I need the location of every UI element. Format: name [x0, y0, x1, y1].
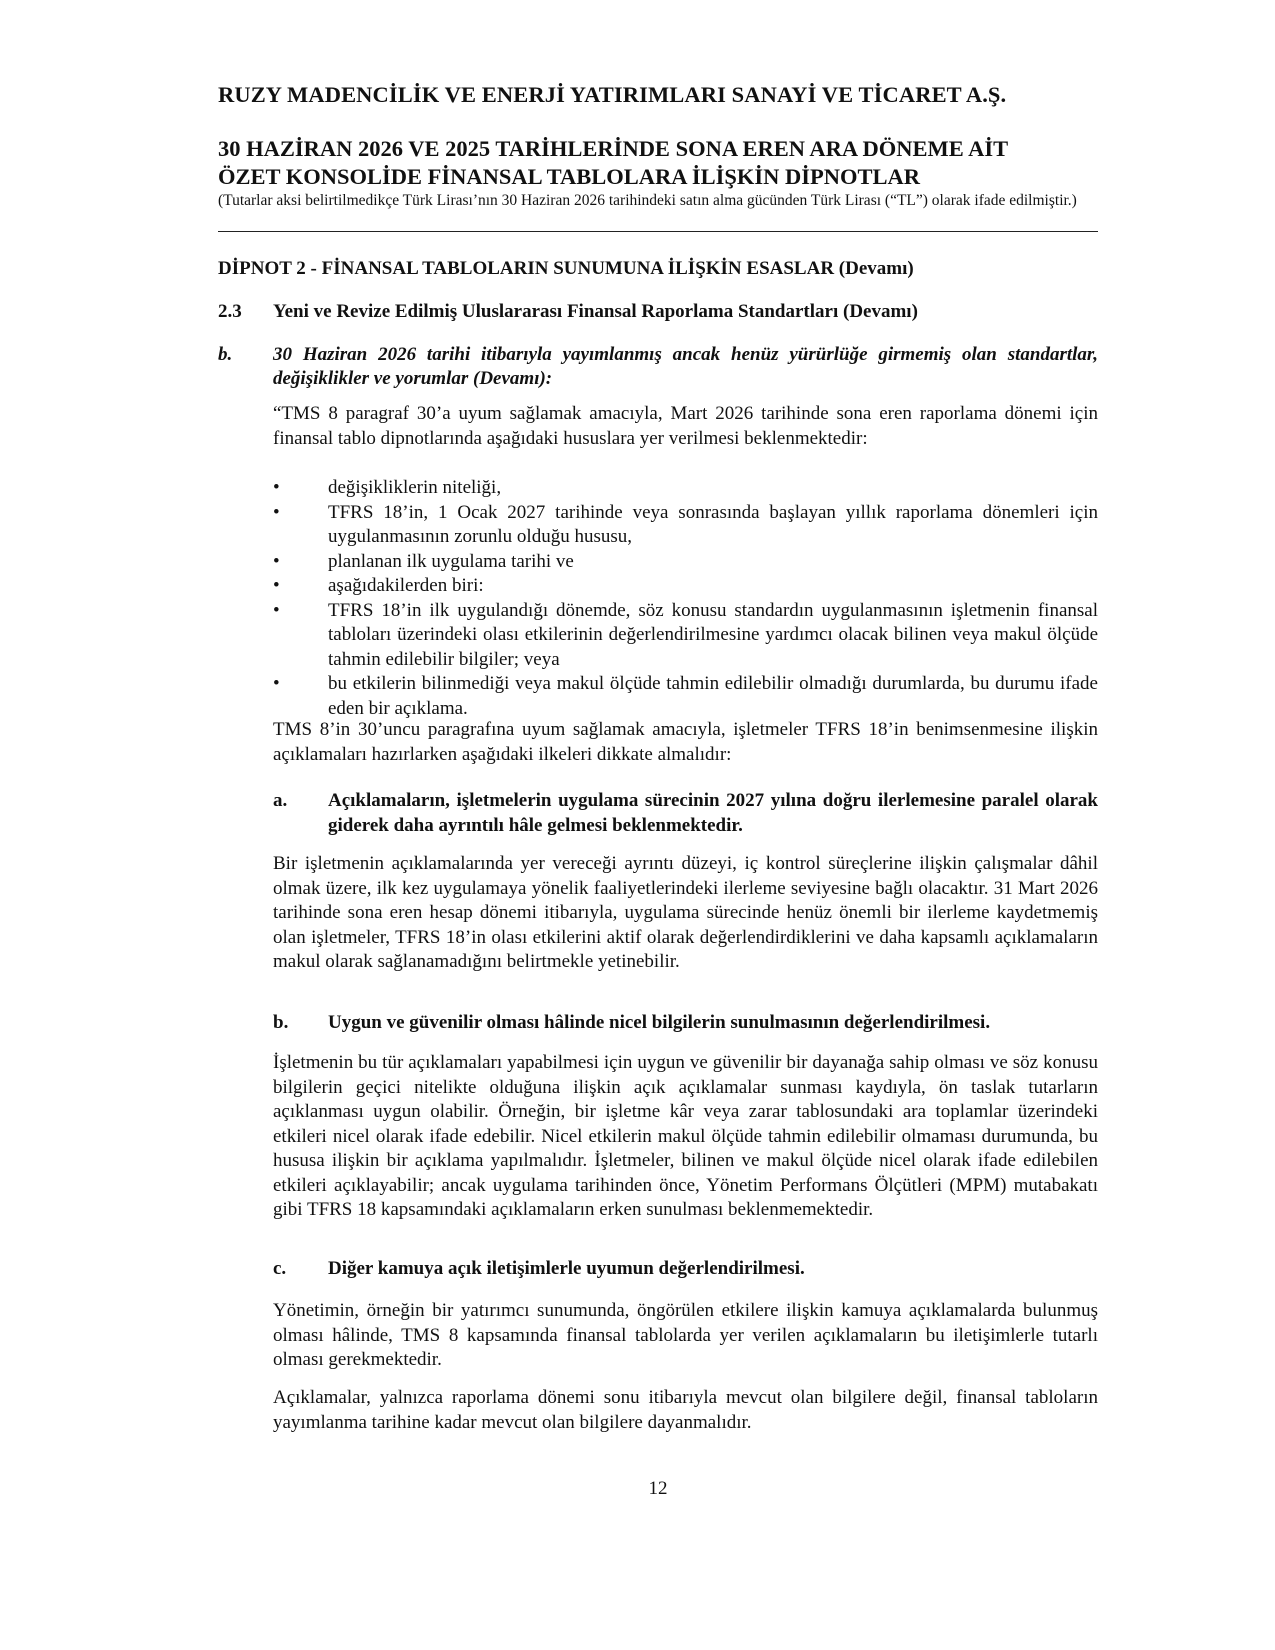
report-title-line2: ÖZET KONSOLİDE FİNANSAL TABLOLARA İLİŞKİN DİPNOTLAR — [218, 164, 921, 189]
intro-paragraph: “TMS 8 paragraf 30’a uyum sağlamak amacıyla, Mart 2026 tarihinde sona eren raporlama dönemi için finansal tablo dipnotlarında aşağıdaki hususlara yer verilmesi beklenmektedir: — [273, 403, 1098, 449]
bullet-icon: • — [273, 550, 280, 572]
company-name: RUZY MADENCİLİK VE ENERJİ YATIRIMLARI SANAYİ VE TİCARET A.Ş. — [218, 82, 1007, 107]
bullet-icon: • — [273, 599, 280, 621]
header-divider — [218, 231, 1098, 232]
item-c-paragraph: Yönetimin, örneğin bir yatırımcı sunumunda, öngörülen etkilere ilişkin kamuya açıklamalarda bulunmuş olması hâlinde, TMS 8 kapsamında finansal tablolarda yer verilen açıklamaların bu iletişimlerle tutarlı olması gerekmektedir. — [273, 1300, 1098, 1370]
subsection-b-label: b. — [218, 344, 233, 365]
report-title-line1: 30 HAZİRAN 2026 VE 2025 TARİHLERİNDE SONA EREN ARA DÖNEME AİT — [218, 136, 1009, 161]
principles-intro-paragraph: TMS 8’in 30’uncu paragrafına uyum sağlamak amacıyla, işletmeler TFRS 18’in benimsenmesine ilişkin açıklamaları hazırlarken aşağıdaki ilkeleri dikkate almalıdır: — [273, 719, 1098, 765]
requirements-list — [273, 476, 1098, 721]
item-c-heading — [273, 1257, 1098, 1282]
item-a-label: a. — [273, 790, 288, 811]
bullet-icon: • — [273, 477, 280, 498]
list-item: • aşağıdakilerden biri: — [273, 574, 1098, 599]
item-c-title: Diğer kamuya açık iletişimlerle uyumun değerlendirilmesi. — [328, 1258, 805, 1279]
item-b-paragraph: İşletmenin bu tür açıklamaları yapabilmesi için uygun ve güvenilir bir dayanağa sahip olması ve söz konusu bilgilerin geçici nitelikte olduğuna ilişkin açık açıklamalar sunması kaydıyla, ön taslak tutarların açıklanması uygun olabilir. Örneğin, bir işletme kâr veya zarar tablosundaki ara toplamlar üzerindeki etkileri nicel olarak ifade edebilir. Nicel etkilerin makul ölçüde tahmin edilebilir olmaması durumunda, bu hususa ilişkin bir açıklama yapılmalıdır. İşletmeler, bilinen ve makul ölçüde nicel olarak ifade edilebilen etkileri açıklayabilir; ancak uygulama tarihinden önce, Yönetim Performans Ölçütleri (MPM) mutabakatı gibi TFRS 18 kapsamındaki açıklamaların erken sunulması beklenmemektedir. — [273, 1052, 1098, 1220]
bullet-icon: • — [273, 673, 280, 694]
list-item: • bu etkilerin bilinmediği veya makul ölçüde tahmin edilebilir olmadığı durumlarda, bu durumu ifade eden bir açıklama. — [273, 673, 1098, 719]
item-b-heading — [273, 1011, 1098, 1036]
bullet-icon: • — [273, 501, 280, 523]
list-item: • değişikliklerin niteliği, — [273, 476, 1098, 501]
subsection-title: Yeni ve Revize Edilmiş Uluslararası Finansal Raporlama Standartları (Devamı) — [273, 301, 918, 322]
item-b-title: Uygun ve güvenilir olması hâlinde nicel bilgilerin sunulmasının değerlendirilmesi. — [328, 1012, 991, 1033]
list-item: • planlanan ilk uygulama tarihi ve — [273, 550, 1098, 575]
subsection-b-heading — [218, 343, 1098, 391]
bullet-icon: • — [273, 575, 280, 596]
item-a-title: Açıklamaların, işletmelerin uygulama sürecinin 2027 yılına doğru ilerlemesine paralel olarak giderek daha ayrıntılı hâle gelmesi beklenmektedir. — [328, 790, 1098, 836]
item-a-paragraph: Bir işletmenin açıklamalarında yer vereceği ayrıntı düzeyi, iç kontrol süreçlerine ilişkin çalışmalar dâhil olmak üzere, ilk kez uygulamaya yönelik faaliyetlerindeki ilerleme seviyesine bağlı olacaktır. 31 Mart 2026 tarihinde sona eren hesap dönemi itibarıyla, uygulama sürecinde henüz önemli bir ilerleme kaydetmemiş olan işletmeler, TFRS 18’in olası etkilerini aktif olarak değerlendirdiklerini ve daha kapsamlı açıklamaların makul olarak sağlanamadığını belirtmekle yetinebilir. — [273, 853, 1098, 972]
section-heading: DİPNOT 2 - FİNANSAL TABLOLARIN SUNUMUNA İLİŞKİN ESASLAR (Devamı) — [218, 258, 914, 279]
list-item: • TFRS 18’in ilk uygulandığı dönemde, söz konusu standardın uygulanmasının işletmenin finansal tabloları üzerindeki olası etkilerinin değerlendirilmesine yardımcı olacak bilinen veya makul ölçüde tahmin edilebilir bilgiler; veya — [273, 599, 1098, 670]
item-b-label: b. — [273, 1012, 289, 1033]
currency-note: (Tutarlar aksi belirtilmedikçe Türk Lirası’nın 30 Haziran 2026 tarihindeki satın alma gücünden Türk Lirası (“TL”) olarak ifade edilmiştir.) — [218, 192, 1077, 209]
closing-paragraph: Açıklamalar, yalnızca raporlama dönemi sonu itibarıyla mevcut olan bilgilere değil, finansal tabloların yayımlanma tarihine kadar mevcut olan bilgilere dayanmalıdır. — [273, 1387, 1098, 1433]
subsection-number: 2.3 — [218, 301, 242, 322]
item-a-heading — [273, 789, 1098, 838]
subsection-b-title: 30 Haziran 2026 tarihi itibarıyla yayımlanmış ancak henüz yürürlüğe girmemiş olan standartlar, değişiklikler ve yorumlar (Devamı): — [273, 344, 1098, 389]
item-c-label: c. — [273, 1258, 287, 1279]
subsection-heading — [218, 301, 918, 323]
list-item: • TFRS 18’in, 1 Ocak 2027 tarihinde veya sonrasında başlayan yıllık raporlama dönemleri için uygulanmasının zorunlu olduğu hususu, — [273, 501, 1098, 547]
page-number: 12 — [648, 1478, 668, 1499]
